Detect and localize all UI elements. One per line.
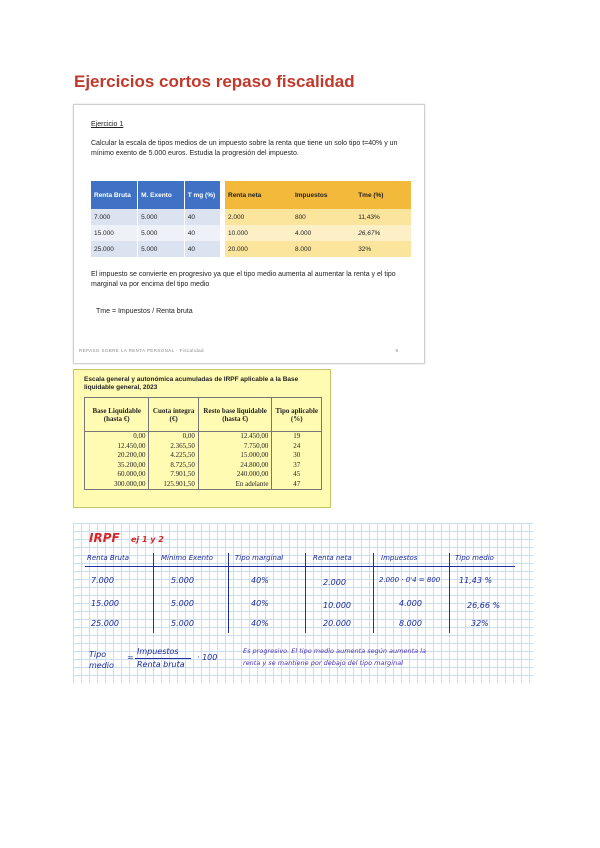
notes-cell: 5.000 [171,619,194,628]
notes-col-divider [228,553,229,633]
notes-formula-equals: = [127,653,134,662]
notes-cell: 25.000 [91,619,119,628]
cell: 32% [355,241,411,257]
cell: 7.901,50 [149,470,198,480]
cell: 15.000,00 [198,451,272,461]
cell: 30 [272,451,322,461]
notes-fraction-bar [135,658,191,659]
notes-col-minimo-exento: Mínimo Exento [161,554,214,562]
notes-cell: 4.000 [399,599,422,608]
cell: 0,00 [149,432,198,442]
table-row [85,461,322,471]
cell: 25.000 [91,241,138,257]
cell: 40 [184,241,220,257]
page-title: Ejercicios cortos repaso fiscalidad [74,72,355,91]
cell: 20.200,00 [85,451,149,461]
cell: 45 [272,470,322,480]
notes-cell: 40% [251,619,269,628]
cell: 60.000,00 [85,470,149,480]
col-resto-base: Resto base liquidable (hasta €) [198,398,272,432]
notes-header-underline [85,566,515,567]
exercise-title: Ejercicio 1 [91,121,124,128]
cell: 4.225,50 [149,451,198,461]
slide-page-number: 9 [395,348,398,353]
notes-cell: 2.000 · 0'4 = 800 [379,576,441,584]
cell: 35.200,00 [85,461,149,471]
cell: 12.450,00 [198,432,272,442]
notes-col-divider [153,553,154,633]
notes-col-tipo-medio: Tipo medio [455,554,494,562]
cell: 125.901,50 [149,480,198,490]
cell: 47 [272,480,322,490]
col-tipo-medio: Tme (%) [355,181,411,209]
cell: 5.000 [138,209,185,225]
table-row [85,442,322,452]
table-row [85,432,322,442]
col-tipo-marginal: T mg (%) [184,181,220,209]
table-row [225,225,411,241]
notes-cell: 2.000 [323,578,346,587]
cell: 15.000 [91,225,138,241]
notes-formula-label: Tipo medio [89,650,114,670]
notes-cell: 32% [471,619,489,628]
cell: 24 [272,442,322,452]
col-impuestos: Impuestos [292,181,355,209]
cell: 24.800,00 [198,461,272,471]
cell: 20.000 [225,241,292,257]
slide-footer: REPASO SOBRE LA RENTA PERSONAL · Fiscalidad [79,348,204,353]
cell: 300.000,00 [85,480,149,490]
notes-formula-numerator: Impuestos [137,647,179,656]
cell: 10.000 [225,225,292,241]
table-row [85,470,322,480]
cell: 240.000,00 [198,470,272,480]
cell: 7.750,00 [198,442,272,452]
notes-cell: 26,66 % [467,601,501,610]
col-tipo-aplicable: Tipo aplicable (%) [272,398,322,432]
notes-col-divider [449,553,450,633]
notes-col-tipo-marginal: Tipo marginal [235,554,284,562]
cell: 2.000 [225,209,292,225]
cell: 40 [184,225,220,241]
table-row [85,480,322,490]
col-renta-neta: Renta neta [225,181,292,209]
notes-cell: 40% [251,576,269,585]
notes-cell: 5.000 [171,576,194,585]
cell: 800 [292,209,355,225]
notes-comment: Es progresivo. El tipo medio aumenta según aumenta la [243,647,426,655]
exercise-conclusion: El impuesto se convierte en progresivo ya que el tipo medio aumenta al aumentar la renta y el tipo marginal va por encima del tipo medio [91,271,396,288]
notes-cell: 8.000 [399,619,422,628]
cell: 19 [272,432,322,442]
gross-income-table [91,181,221,257]
cell: 2.365,50 [149,442,198,452]
notes-cell: 7.000 [91,576,114,585]
cell: 26,67% [355,225,411,241]
cell: 12.450,00 [85,442,149,452]
col-minimo-exento: M. Exento [138,181,185,209]
table-row [85,451,322,461]
notes-formula-factor: · 100 [197,653,218,662]
table-row [91,225,221,241]
exercise-slide [73,104,425,364]
tax-result-table [225,181,411,257]
irpf-scale-card [73,369,331,508]
notes-cell: 11,43 % [459,576,493,585]
cell: 40 [184,209,220,225]
cell: 7.000 [91,209,138,225]
notes-comment: renta y se mantiene por debajo del tipo marginal [243,659,403,667]
cell: 11,43% [355,209,411,225]
cell: 8.725,50 [149,461,198,471]
notes-cell: 10.000 [323,601,351,610]
cell: En adelante [198,480,272,490]
cell: 5.000 [138,241,185,257]
irpf-scale-caption: Escala general y autonómica acumuladas de IRPF aplicable a la Base liquidable general, 2023 [84,376,299,391]
average-rate-formula: Tme = Impuestos / Renta bruta [96,308,193,315]
notes-col-renta-neta: Renta neta [313,554,352,562]
notes-formula-denominator: Renta bruta [137,660,185,669]
notes-cell: 5.000 [171,599,194,608]
notes-cell: 40% [251,599,269,608]
col-cuota-integra: Cuota íntegra (€) [149,398,198,432]
notes-col-divider [305,553,306,633]
cell: 0,00 [85,432,149,442]
notes-cell: 15.000 [91,599,119,608]
notes-heading: IRPF [89,531,120,545]
notes-col-impuestos: Impuestos [381,554,418,562]
cell: 4.000 [292,225,355,241]
irpf-scale-table [84,397,322,490]
table-row [91,209,221,225]
notes-col-renta-bruta: Renta Bruta [87,554,130,562]
cell: 5.000 [138,225,185,241]
cell: 37 [272,461,322,471]
col-renta-bruta: Renta Bruta [91,181,138,209]
handwritten-notes [73,523,533,683]
table-row [225,241,411,257]
notes-subheading: ej 1 y 2 [131,535,164,544]
notes-col-divider [373,553,374,633]
notes-cell: 20.000 [323,619,351,628]
table-row [91,241,221,257]
table-row [225,209,411,225]
cell: 8.000 [292,241,355,257]
col-base-liquidable: Base Liquidable (hasta €) [85,398,149,432]
exercise-statement: Calcular la escala de tipos medios de un impuesto sobre la renta que tiene un solo tipo t=40% y un mínimo exento de 5.000 euros. Estudia la progresión del impuesto. [91,140,398,157]
